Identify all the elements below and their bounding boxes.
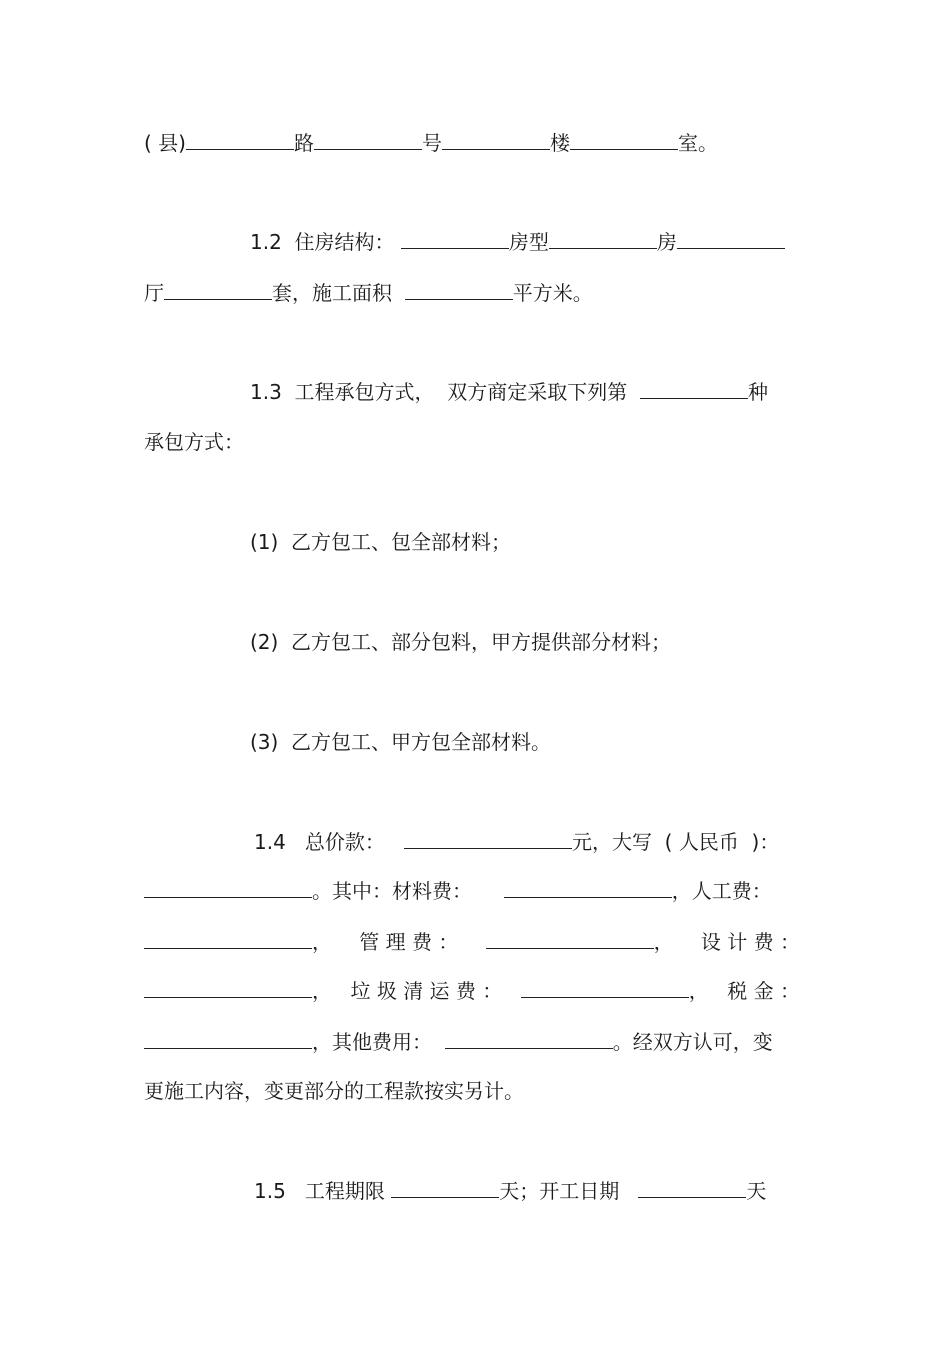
room-label: 室。 bbox=[677, 131, 718, 155]
section-number: 1.4 bbox=[254, 830, 286, 854]
kind-label: 种 bbox=[747, 380, 768, 404]
road-label: 路 bbox=[293, 131, 314, 155]
blank-field bbox=[144, 1026, 312, 1049]
section-1-4-line3 bbox=[144, 925, 800, 959]
building-label: 楼 bbox=[549, 131, 570, 155]
blank-field bbox=[314, 127, 422, 150]
blank-field bbox=[570, 127, 678, 150]
section-number: 1.5 bbox=[254, 1179, 286, 1203]
room-count-label: 房 bbox=[656, 230, 677, 254]
sqm-label: 平方米。 bbox=[512, 281, 593, 305]
blank-field bbox=[186, 127, 294, 150]
material-fee-label: 。其中：材料费： bbox=[312, 879, 472, 903]
hall-label: 厅 bbox=[144, 281, 164, 305]
blank-field bbox=[640, 376, 748, 399]
start-date-label: 天；开工日期 bbox=[499, 1179, 620, 1203]
blank-field bbox=[404, 826, 572, 849]
comma: ， bbox=[312, 930, 332, 954]
blank-field bbox=[486, 926, 654, 949]
blank-field bbox=[521, 975, 689, 998]
blank-field bbox=[504, 875, 672, 898]
option-1 bbox=[250, 525, 511, 559]
number-label: 号 bbox=[421, 131, 442, 155]
blank-field bbox=[442, 127, 550, 150]
county-label: ( 县) bbox=[144, 131, 186, 155]
section-number: 1.3 bbox=[250, 380, 282, 404]
option-text: (2) 乙方包工、部分包料，甲方提供部分材料； bbox=[250, 630, 672, 654]
blank-field bbox=[405, 277, 513, 300]
blank-field bbox=[391, 1175, 499, 1198]
contract-method-label: 承包方式： bbox=[144, 430, 244, 454]
section-1-4-line5 bbox=[144, 1025, 773, 1059]
option-text: (3) 乙方包工、甲方包全部材料。 bbox=[250, 730, 552, 754]
section-1-4-line6 bbox=[144, 1074, 524, 1108]
option-text: (1) 乙方包工、包全部材料； bbox=[250, 530, 512, 554]
section-label: 住房结构： bbox=[294, 230, 395, 254]
option-3 bbox=[250, 725, 551, 759]
design-fee-label: 设 计 费 ： bbox=[700, 930, 800, 954]
labor-fee-label: ，人工费： bbox=[671, 879, 772, 903]
section-number: 1.2 bbox=[250, 230, 282, 254]
section-1-2-line2 bbox=[144, 276, 593, 310]
blank-field bbox=[677, 226, 785, 249]
section-1-5-line1 bbox=[254, 1174, 766, 1208]
section-1-3-line1 bbox=[250, 375, 768, 409]
garbage-fee-label: 垃 圾 清 运 费 ： bbox=[350, 979, 503, 1003]
section-1-4-line1 bbox=[254, 825, 779, 859]
tax-label: 税 金 ： bbox=[727, 979, 800, 1003]
yuan-label: 元，大写 ( 人民币 )： bbox=[571, 830, 780, 854]
section-label: 工程期限 bbox=[304, 1179, 385, 1203]
blank-field bbox=[144, 926, 312, 949]
option-2 bbox=[250, 625, 671, 659]
section-label: 工程承包方式， 双方商定采取下列第 bbox=[294, 380, 628, 404]
day-label: 天 bbox=[746, 1179, 767, 1203]
section-1-2-line1 bbox=[250, 225, 785, 259]
management-fee-label: 管 理 费 ： bbox=[359, 930, 459, 954]
area-label: 套，施工面积 bbox=[272, 281, 392, 305]
section-1-4-line2 bbox=[144, 874, 772, 908]
layout-label: 房型 bbox=[508, 230, 549, 254]
blank-field bbox=[144, 875, 312, 898]
blank-field bbox=[549, 226, 657, 249]
comma: ， bbox=[312, 979, 332, 1003]
blank-field bbox=[638, 1175, 746, 1198]
other-fee-label: ，其他费用： bbox=[312, 1030, 432, 1054]
comma: ， bbox=[653, 930, 674, 954]
blank-field bbox=[164, 277, 272, 300]
comma: ， bbox=[688, 979, 709, 1003]
agreement-text: 。经双方认可，变 bbox=[612, 1030, 773, 1054]
section-1-4-line4 bbox=[144, 974, 800, 1008]
blank-field bbox=[401, 226, 509, 249]
section-1-3-line2 bbox=[144, 425, 244, 459]
address-line bbox=[144, 126, 718, 160]
blank-field bbox=[445, 1026, 613, 1049]
blank-field bbox=[144, 975, 312, 998]
change-clause-text: 更施工内容，变更部分的工程款按实另计。 bbox=[144, 1079, 524, 1103]
section-label: 总价款： bbox=[304, 830, 385, 854]
